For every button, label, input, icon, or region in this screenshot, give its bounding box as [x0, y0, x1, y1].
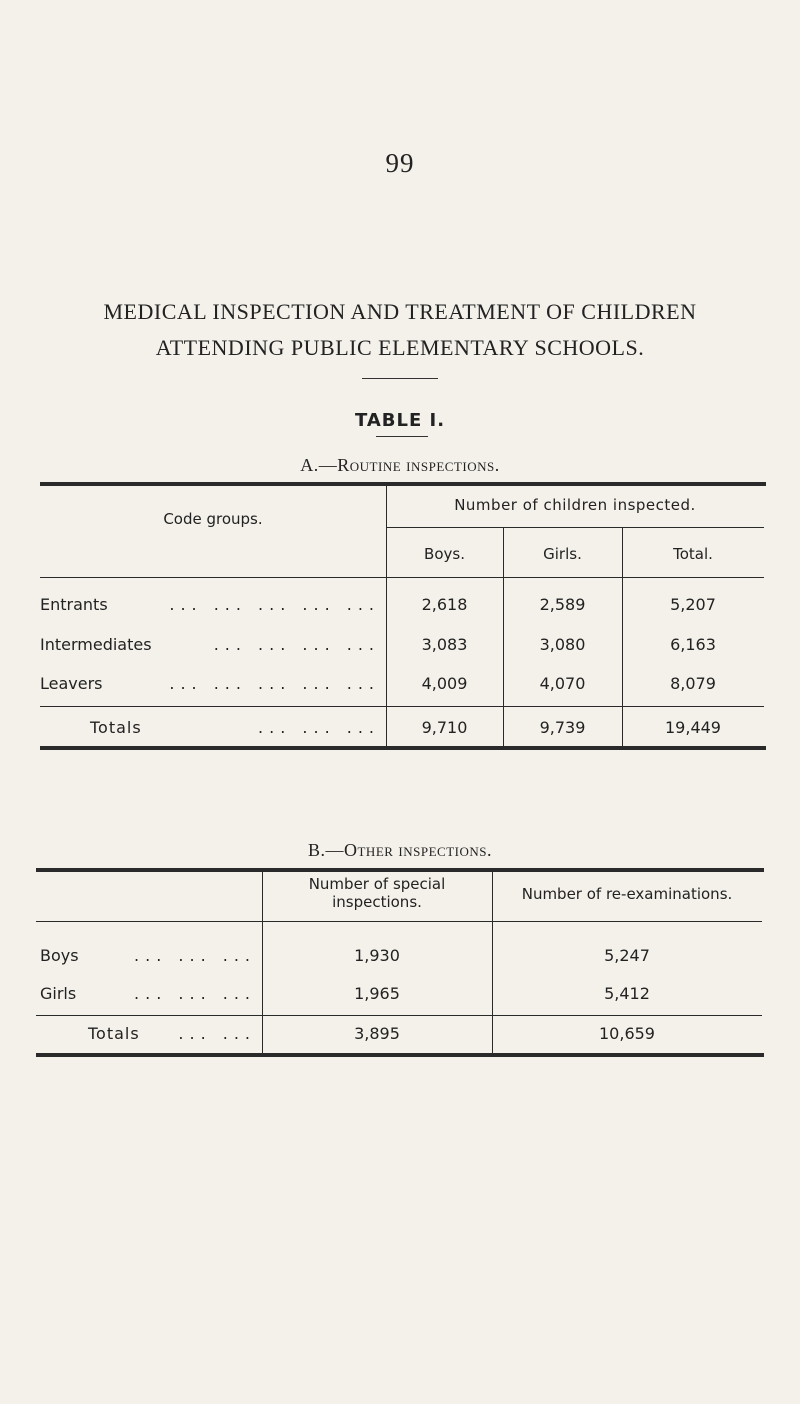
row-label: Leavers	[40, 674, 103, 693]
total-value: 5,207	[670, 595, 716, 614]
girls-total: 9,739	[539, 718, 586, 737]
girls-value: 2,589	[539, 595, 586, 614]
special-value: 1,930	[354, 946, 400, 965]
children-inspected-header: Number of children inspected.	[454, 496, 696, 514]
total-column-header: Total.	[673, 545, 713, 563]
totals-label: Totals	[90, 718, 142, 737]
leader-dots: ... ... ...	[134, 946, 256, 965]
code-groups-header: Code groups.	[163, 510, 263, 528]
title-divider	[362, 378, 438, 379]
special-inspections-header	[262, 875, 492, 911]
boys-total: 9,710	[421, 718, 468, 737]
leader-dots: ... ... ... ...	[213, 635, 380, 654]
table-a-col-divider-1	[386, 484, 387, 748]
table-row-label	[40, 635, 152, 654]
special-inspections-header-line-1: Number of special	[308, 875, 446, 893]
special-inspections-header-line-2: inspections.	[332, 893, 422, 911]
total-value: 8,079	[670, 674, 716, 693]
section-b-title-text: B.—Other inspections.	[307, 840, 492, 860]
grand-total: 19,449	[665, 718, 721, 737]
re-examinations-header: Number of re-examinations.	[521, 885, 733, 903]
special-total: 3,895	[354, 1024, 400, 1043]
table-b-top-border	[36, 868, 764, 872]
girls-column-header: Girls.	[543, 545, 582, 563]
reexam-value: 5,412	[604, 984, 650, 1003]
reexam-total: 10,659	[599, 1024, 655, 1043]
table-b-header-bottom	[36, 921, 762, 922]
table-a-top-border	[40, 482, 766, 486]
document-title-line-2: ATTENDING PUBLIC ELEMENTARY SCHOOLS.	[155, 335, 645, 360]
reexam-value: 5,247	[604, 946, 650, 965]
girls-value: 3,080	[539, 635, 586, 654]
table-b-totals-line	[36, 1015, 762, 1016]
boys-column-header: Boys.	[424, 545, 465, 563]
document-title-line-1: MEDICAL INSPECTION AND TREATMENT OF CHILDREN	[103, 299, 697, 324]
leader-dots: ... ... ... ... ...	[169, 595, 380, 614]
total-value: 6,163	[670, 635, 716, 654]
row-label: Intermediates	[40, 635, 152, 654]
table-row-label	[40, 595, 108, 614]
section-a-title	[0, 455, 800, 476]
row-label: Boys	[40, 946, 79, 965]
table-a-subheader-line	[386, 527, 764, 528]
table-title: TABLE I.	[354, 410, 446, 431]
table-a-totals-line	[40, 706, 764, 707]
table-title-divider	[376, 436, 428, 437]
row-label: Girls	[40, 984, 77, 1003]
section-b-title	[0, 840, 800, 861]
leader-dots: ... ...	[178, 1024, 256, 1043]
boys-value: 4,009	[421, 674, 468, 693]
page-number: 99	[385, 148, 415, 178]
leader-dots: ... ... ... ... ...	[169, 674, 380, 693]
table-a-bottom-border	[40, 746, 766, 750]
totals-label: Totals	[88, 1024, 140, 1043]
leader-dots: ... ... ...	[134, 984, 256, 1003]
special-value: 1,965	[354, 984, 400, 1003]
row-label: Entrants	[40, 595, 108, 614]
section-a-title-text: A.—Routine inspections.	[300, 455, 500, 475]
table-b-bottom-border	[36, 1053, 764, 1057]
table-row-label	[40, 674, 103, 693]
leader-dots: ... ... ...	[258, 718, 380, 737]
boys-value: 3,083	[421, 635, 468, 654]
girls-value: 4,070	[539, 674, 586, 693]
boys-value: 2,618	[421, 595, 468, 614]
table-a-header-bottom	[40, 577, 764, 578]
